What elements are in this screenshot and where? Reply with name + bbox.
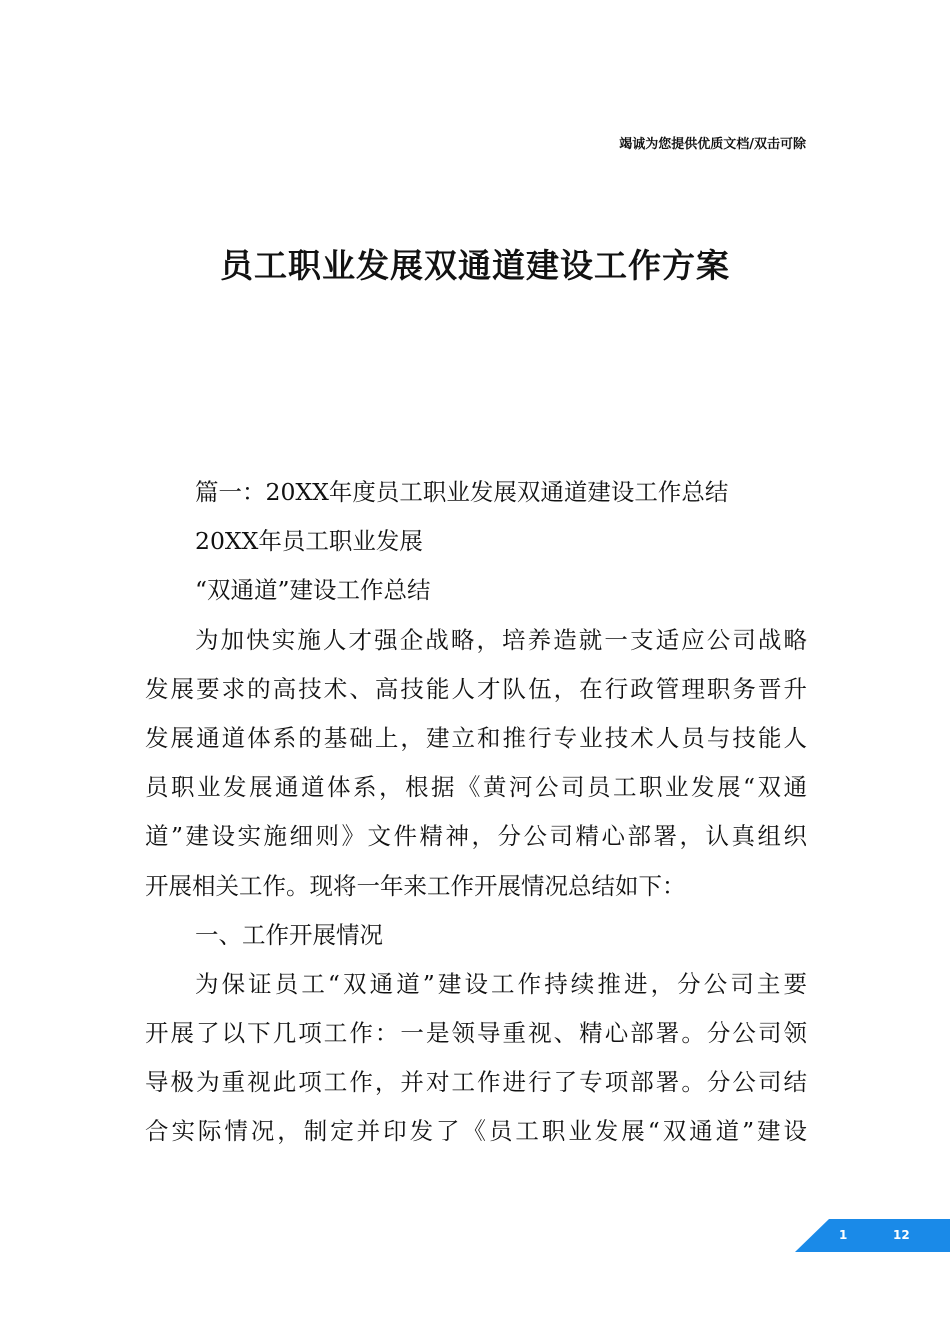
document-title: 员工职业发展双通道建设工作方案 [220,246,730,285]
header-note: 竭诚为您提供优质文档/双击可除 [619,137,806,152]
page-indicator-tab [795,1219,950,1252]
page-number: 1 [839,1228,848,1242]
paragraph-line: 道”建设实施细则》文件精神，分公司精心部署，认真组织 [145,822,807,851]
paragraph-line: 为保证员工“双通道”建设工作持续推进，分公司主要 [195,969,807,998]
paragraph-line: 为加快实施人才强企战略，培养造就一支适应公司战略 [195,625,807,654]
subtitle-line: “双通道”建设工作总结 [195,576,431,605]
total-pages: 12 [893,1228,910,1242]
section-heading: 一、工作开展情况 [195,920,383,949]
paragraph-line: 导极为重视此项工作，并对工作进行了专项部署。分公司结 [145,1068,807,1097]
subtitle-line: 20XX年员工职业发展 [195,527,423,556]
paragraph-line: 发展通道体系的基础上，建立和推行专业技术人员与技能人 [145,723,807,752]
paragraph-line: 合实际情况，制定并印发了《员工职业发展“双通道”建设 [145,1117,807,1146]
paragraph-line: 员职业发展通道体系，根据《黄河公司员工职业发展“双通 [145,773,807,802]
paragraph-line: 开展相关工作。现将一年来工作开展情况总结如下： [145,871,686,900]
section-heading: 篇一：20XX年度员工职业发展双通道建设工作总结 [195,478,729,506]
paragraph-line: 开展了以下几项工作：一是领导重视、精心部署。分公司领 [145,1019,807,1048]
document-body [145,468,807,1157]
paragraph-line: 发展要求的高技术、高技能人才队伍，在行政管理职务晋升 [145,674,807,703]
